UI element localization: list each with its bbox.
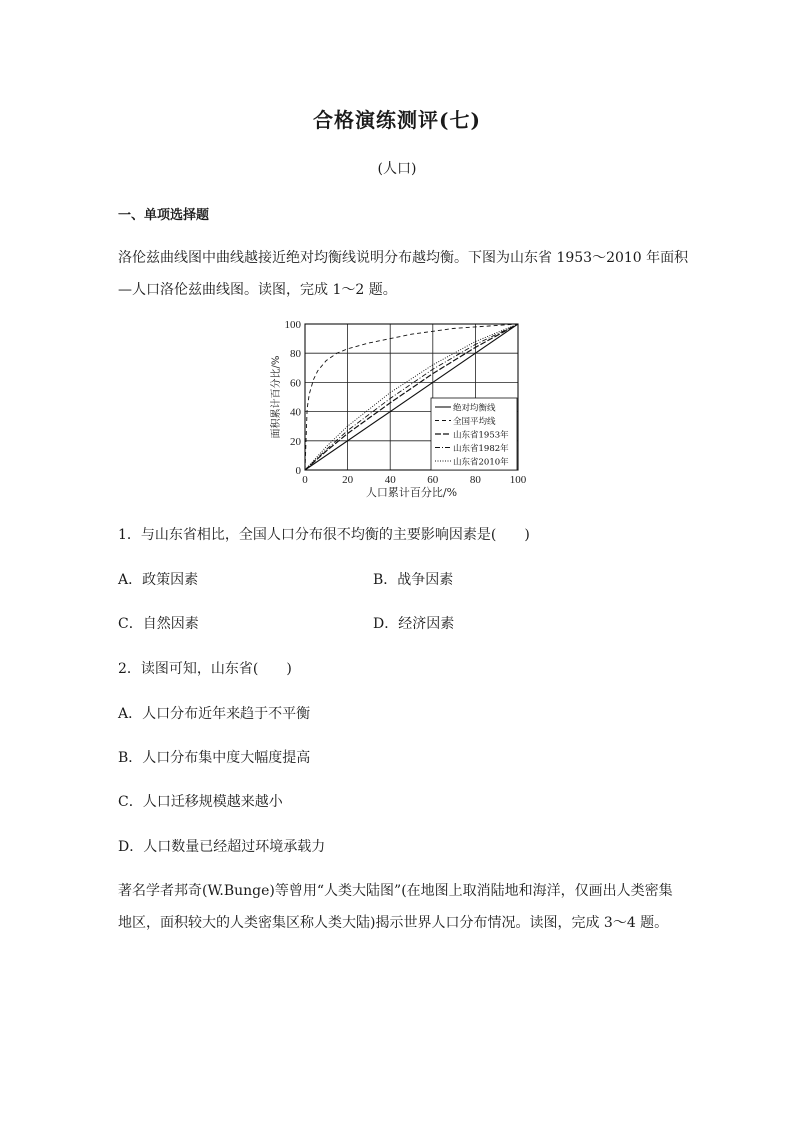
question-1-option-c: C．自然因素 xyxy=(118,616,199,632)
x-tick-label: 40 xyxy=(384,474,396,486)
legend-label: 全国平均线 xyxy=(453,417,496,427)
legend-label: 山东省1953年 xyxy=(453,430,509,441)
y-tick-label: 40 xyxy=(290,406,301,419)
y-tick-label: 80 xyxy=(290,348,301,361)
question-1-option-b: B．战争因素 xyxy=(373,572,454,588)
question-2-option-d: D．人口数量已经超过环境承载力 xyxy=(118,839,326,855)
page-title: 合格演练测评(七) xyxy=(313,108,481,132)
question-1-option-a: A．政策因素 xyxy=(118,572,199,588)
x-tick-label: 60 xyxy=(427,474,439,486)
legend-label: 山东省1982年 xyxy=(453,444,509,454)
question-1-stem: 1．与山东省相比，全国人口分布很不均衡的主要影响因素是( ) xyxy=(118,527,530,543)
x-tick-label: 0 xyxy=(302,474,308,486)
y-axis-label: 面积累计百分比/% xyxy=(271,355,282,439)
section-heading: 一、单项选择题 xyxy=(118,208,210,223)
y-tick-label: 0 xyxy=(295,465,301,477)
y-tick-label: 100 xyxy=(284,319,301,331)
question-1-option-d: D．经济因素 xyxy=(373,616,455,632)
legend-label: 绝对均衡线 xyxy=(453,403,496,414)
legend-label: 山东省2010年 xyxy=(453,457,509,468)
y-tick-label: 20 xyxy=(290,435,301,448)
y-tick-label: 60 xyxy=(290,377,301,390)
intro1-line2: —人口洛伦兹曲线图。读图，完成 1～2 题。 xyxy=(118,282,397,298)
x-tick-label: 20 xyxy=(342,474,354,486)
intro1-line1: 洛伦兹曲线图中曲线越接近绝对均衡线说明分布越均衡。下图为山东省 1953～2010 年面积 xyxy=(118,250,689,266)
question-2-option-b: B．人口分布集中度大幅度提高 xyxy=(118,750,311,766)
question-2-option-a: A．人口分布近年来趋于不平衡 xyxy=(118,706,311,722)
intro2-line2: 地区，面积较大的人类密集区称人类大陆)揭示世界人口分布情况。读图，完成 3～4 题。 xyxy=(118,915,669,931)
question-2-option-c: C．人口迁移规模越来越小 xyxy=(118,794,283,810)
x-axis-label: 人口累计百分比/% xyxy=(365,486,458,499)
question-2-stem: 2．读图可知，山东省( ) xyxy=(118,661,292,677)
page-subtitle: (人口) xyxy=(377,161,417,177)
intro2-line1: 著名学者邦奇(W.Bunge)等曾用“人类大陆图”(在地图上取消陆地和海洋，仅画出人类密集 xyxy=(118,883,673,899)
lorenz-curve-chart xyxy=(268,314,534,500)
x-tick-label: 80 xyxy=(469,474,481,486)
x-tick-label: 100 xyxy=(509,474,527,486)
